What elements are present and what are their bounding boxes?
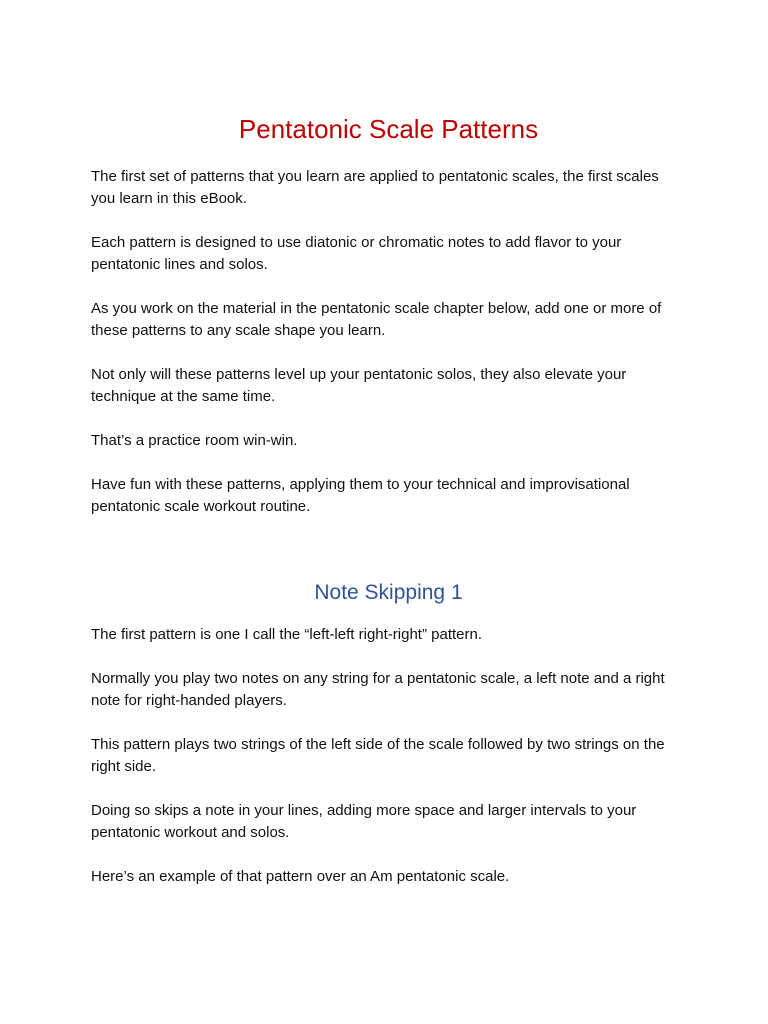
section-paragraph-2: Normally you play two notes on any string for a pentatonic scale, a left note and a right note for right-handed players.: [91, 670, 665, 709]
section-heading-note-skipping: Note Skipping 1: [314, 581, 463, 604]
section-paragraph-3: This pattern plays two strings of the left side of the scale followed by two strings on the right side.: [91, 736, 665, 775]
section-paragraph-1: The first pattern is one I call the “left-left right-right” pattern.: [91, 626, 482, 643]
intro-paragraph-4: Not only will these patterns level up your pentatonic solos, they also elevate your technique at the same time.: [91, 366, 627, 405]
intro-paragraph-5: That’s a practice room win-win.: [91, 432, 298, 449]
intro-paragraph-3: As you work on the material in the pentatonic scale chapter below, add one or more of these patterns to any scale shape you learn.: [91, 300, 662, 339]
intro-paragraph-6: Have fun with these patterns, applying them to your technical and improvisational pentatonic scale workout routine.: [91, 476, 630, 515]
document-content: [91, 112, 686, 910]
page-title: Pentatonic Scale Patterns: [238, 114, 539, 144]
intro-paragraph-1: The first set of patterns that you learn are applied to pentatonic scales, the first scales you learn in this eBook.: [91, 168, 659, 207]
section-paragraph-4: Doing so skips a note in your lines, adding more space and larger intervals to your pentatonic workout and solos.: [91, 802, 637, 841]
section-paragraph-5: Here’s an example of that pattern over an Am pentatonic scale.: [91, 868, 510, 885]
intro-paragraph-2: Each pattern is designed to use diatonic or chromatic notes to add flavor to your pentatonic lines and solos.: [91, 234, 622, 273]
